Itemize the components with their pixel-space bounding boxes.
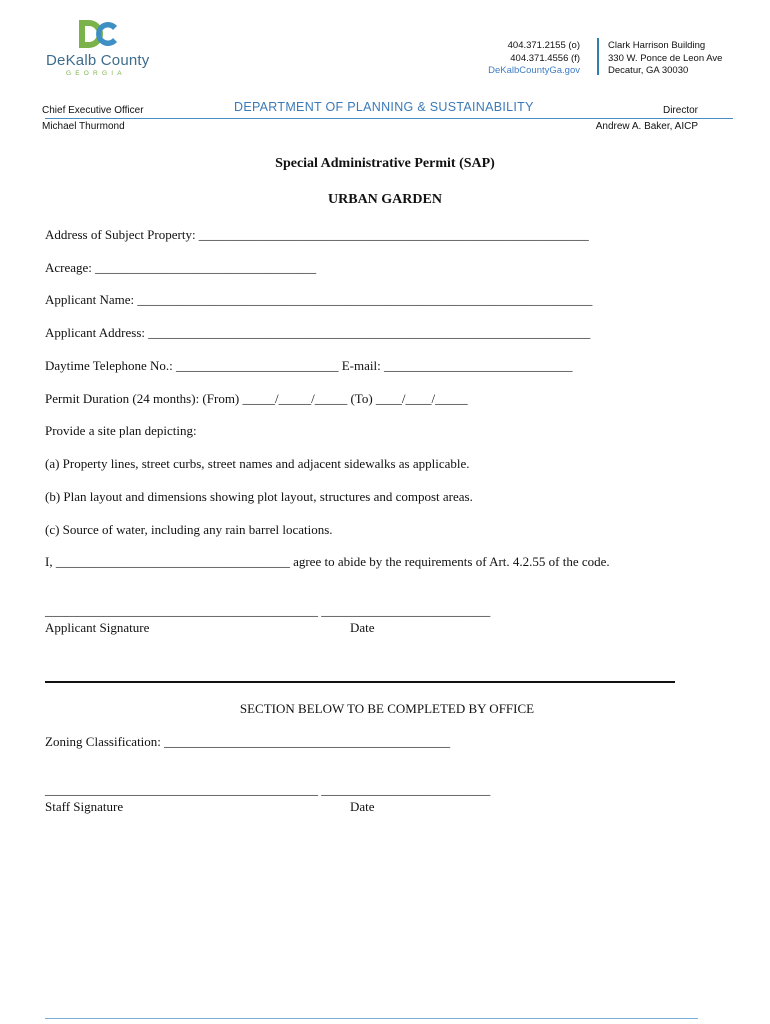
applicant-signature-label: Applicant Signature <box>45 620 150 635</box>
phone-email-field[interactable]: Daytime Telephone No.: _________________________ E-mail: _____________________________ <box>45 358 573 373</box>
site-plan-item-c: (c) Source of water, including any rain barrel locations. <box>45 522 333 537</box>
office-section-heading: SECTION BELOW TO BE COMPLETED BY OFFICE <box>239 701 535 716</box>
site-plan-item-b: (b) Plan layout and dimensions showing plot layout, structures and compost areas. <box>45 489 473 504</box>
ceo-title: Chief Executive Officer <box>42 105 144 116</box>
permit-duration-field[interactable]: Permit Duration (24 months): (From) _____/_____/_____ (To) ____/____/_____ <box>45 391 468 406</box>
address-line-2: 330 W. Ponce de Leon Ave <box>608 52 723 64</box>
header-rule <box>45 118 733 119</box>
site-plan-item-a: (a) Property lines, street curbs, street names and adjacent sidewalks as applicable. <box>45 456 470 471</box>
address-field[interactable]: Address of Subject Property: ____________________________________________________________ <box>45 227 589 242</box>
staff-signature-label: Staff Signature <box>45 799 124 814</box>
director-title: Director <box>662 105 698 116</box>
applicant-signature-lines[interactable]: __________________________________________ __________________________ <box>45 603 491 618</box>
ceo-name: Michael Thurmond <box>42 121 125 132</box>
form-subtitle: URBAN GARDEN <box>328 192 442 207</box>
contact-numbers <box>488 40 580 78</box>
agreement-statement[interactable]: I, ____________________________________ agree to abide by the requirements of Art. 4.2.55 of the code. <box>45 554 610 569</box>
applicant-address-field[interactable]: Applicant Address: ____________________________________________________________________ <box>45 325 591 340</box>
applicant-name-field[interactable]: Applicant Name: ______________________________________________________________________ <box>45 292 593 307</box>
applicant-date-label: Date <box>350 620 375 635</box>
zoning-classification-field[interactable]: Zoning Classification: ____________________________________________ <box>45 734 451 749</box>
department-name: DEPARTMENT OF PLANNING & SUSTAINABILITY <box>234 100 534 114</box>
logo-state-name: GEORGIA <box>66 70 126 77</box>
form-title: Special Administrative Permit (SAP) <box>275 156 495 171</box>
logo-county-name: DeKalb County <box>46 52 150 69</box>
header-divider <box>597 38 599 75</box>
site-plan-intro: Provide a site plan depicting: <box>45 423 197 438</box>
fax-number: 404.371.4556 (f) <box>510 52 580 64</box>
staff-date-label: Date <box>350 799 375 814</box>
address-line-1: Clark Harrison Building <box>608 40 706 51</box>
section-divider <box>45 681 675 683</box>
phone-number: 404.371.2155 (o) <box>507 40 580 51</box>
address-line-3: Decatur, GA 30030 <box>608 65 689 76</box>
contact-address <box>608 40 722 78</box>
footer-rule <box>45 1018 698 1019</box>
director-name: Andrew A. Baker, AICP <box>595 121 698 132</box>
acreage-field[interactable]: Acreage: __________________________________ <box>45 260 317 275</box>
staff-signature-lines[interactable]: __________________________________________ __________________________ <box>45 782 491 797</box>
website-link[interactable]: DeKalbCountyGa.gov <box>488 65 580 76</box>
